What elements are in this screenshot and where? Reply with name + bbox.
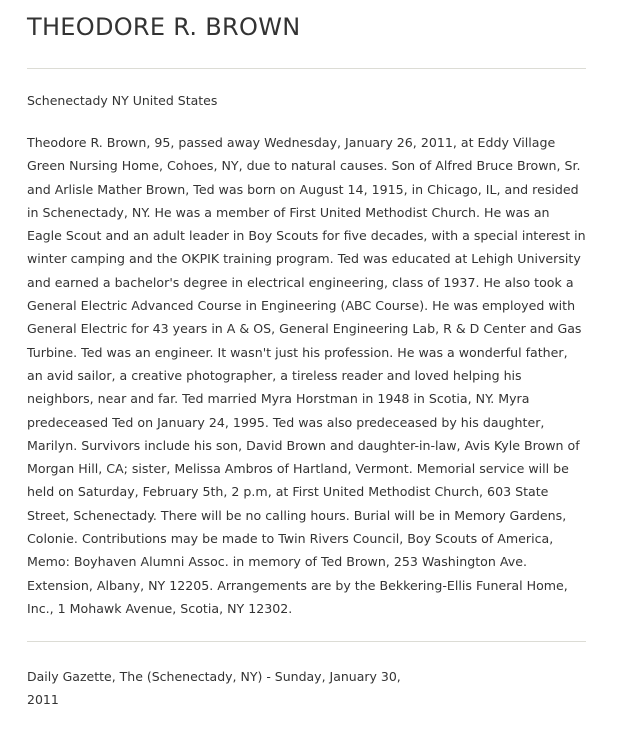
- bottom-divider: [27, 641, 586, 642]
- obituary-page: [27, 0, 586, 711]
- obituary-name-heading: THEODORE R. BROWN: [27, 13, 301, 41]
- top-divider: [27, 68, 586, 69]
- obituary-source: Daily Gazette, The (Schenectady, NY) - Sunday, January 30, 2011: [27, 669, 401, 707]
- obituary-body-text: Theodore R. Brown, 95, passed away Wednesday, January 26, 2011, at Eddy Village Green Nursing Home, Cohoes, NY, due to natural causes. Son of Alfred Bruce Brown, Sr. and Arlisle Mather Brown, Ted was born on August 14, 1915, in Chicago, IL, and resided in Schenectady, NY. He was a member of First United Methodist Church. He was an Eagle Scout and an adult leader in Boy Scouts for five decades, with a special interest in winter camping and the OKPIK training program. Ted was educated at Lehigh University and earned a bachelor's degree in electrical engineering, class of 1937. He also took a General Electric Advanced Course in Engineering (ABC Course). He was employed with General Electric for 43 years in A & OS, General Engineering Lab, R & D Center and Gas Turbine. Ted was an engineer. It wasn't just his profession. He was a wonderful father, an avid sailor, a creative photographer, a tireless reader and loved helping his neighbors, near and far. Ted married Myra Horstman in 1948 in Scotia, NY. Myra predeceased Ted on January 24, 1995. Ted was also predeceased by his daughter, Marilyn. Survivors include his son, David Brown and daughter-in-law, Avis Kyle Brown of Morgan Hill, CA; sister, Melissa Ambros of Hartland, Vermont. Memorial service will be held on Saturday, February 5th, 2 p.m, at First United Methodist Church, 603 State Street, Schenectady. There will be no calling hours. Burial will be in Memory Gardens, Colonie. Contributions may be made to Twin Rivers Council, Boy Scouts of America, Memo: Boyhaven Alumni Assoc. in memory of Ted Brown, 253 Washington Ave. Extension, Albany, NY 12205. Arrangements are by the Bekkering-Ellis Funeral Home, Inc., 1 Mohawk Avenue, Scotia, NY 12302.: [27, 135, 586, 616]
- obituary-location: Schenectady NY United States: [27, 93, 218, 108]
